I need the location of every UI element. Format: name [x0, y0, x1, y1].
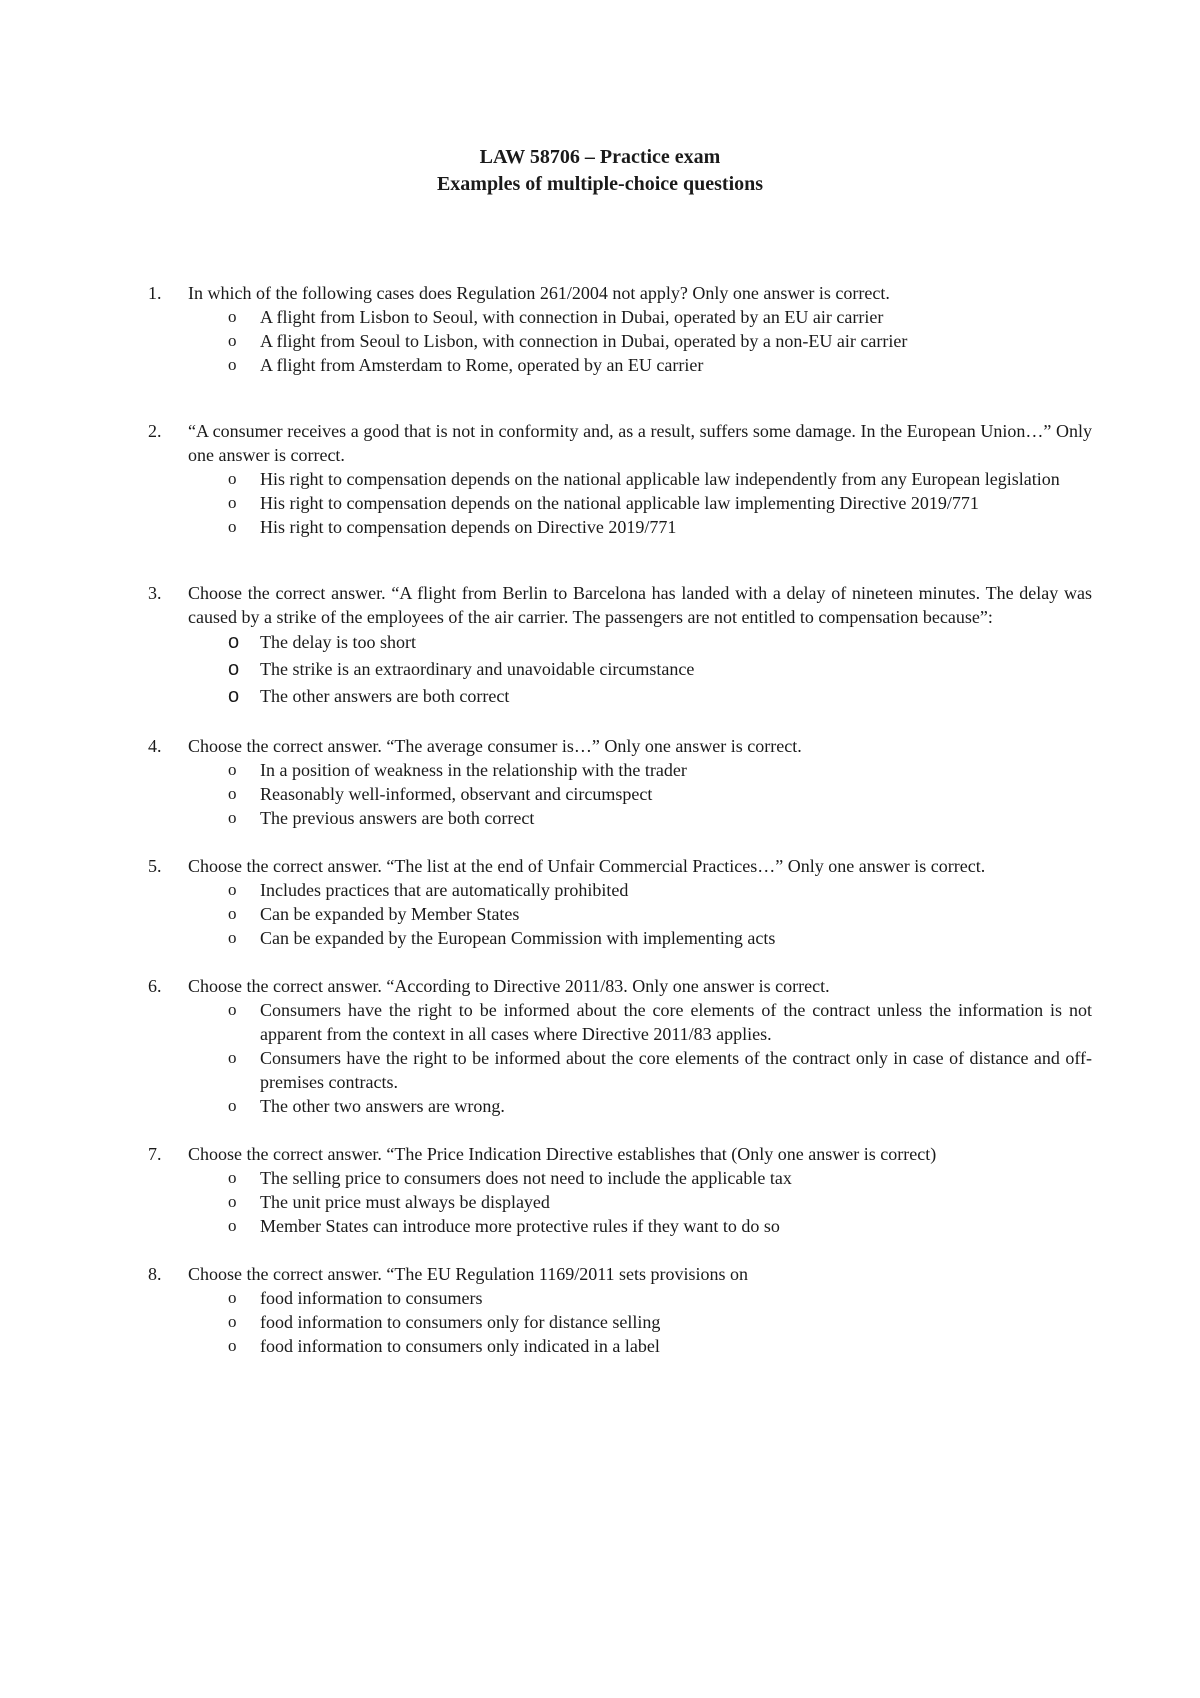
option-text: A flight from Amsterdam to Rome, operated by an EU carrier	[260, 355, 704, 375]
option-text: The selling price to consumers does not need to include the applicable tax	[260, 1168, 792, 1188]
option-item	[148, 656, 1092, 683]
option-item	[148, 1190, 1092, 1214]
question-6	[148, 974, 1092, 1118]
option-text: Can be expanded by Member States	[260, 904, 520, 924]
option-text: The previous answers are both correct	[260, 808, 535, 828]
option-bullet: o	[228, 331, 237, 350]
option-text: Can be expanded by the European Commission with implementing acts	[260, 928, 776, 948]
page-subtitle: Examples of multiple-choice questions	[436, 173, 764, 195]
question-number: 7.	[148, 1144, 162, 1164]
question-5	[148, 854, 1092, 950]
question-4	[148, 734, 1092, 830]
option-bullet: o	[228, 307, 237, 326]
option-item	[148, 1286, 1092, 1310]
option-item	[148, 515, 1092, 539]
option-list	[148, 998, 1092, 1118]
question-7	[148, 1142, 1092, 1238]
option-text: Reasonably well-informed, observant and circumspect	[260, 784, 653, 804]
option-text: The strike is an extraordinary and unavoidable circumstance	[260, 659, 695, 679]
option-bullet: o	[228, 1336, 237, 1355]
option-text: A flight from Lisbon to Seoul, with connection in Dubai, operated by an EU air carrier	[260, 307, 884, 327]
option-text: Member States can introduce more protective rules if they want to do so	[260, 1216, 780, 1236]
question-3	[148, 581, 1092, 710]
option-bullet: o	[228, 517, 237, 536]
option-text: His right to compensation depends on Directive 2019/771	[260, 517, 677, 537]
option-text: The other answers are both correct	[260, 686, 510, 706]
question-number: 4.	[148, 736, 162, 756]
question-text: In which of the following cases does Regulation 261/2004 not apply? Only one answer is correct.	[188, 283, 890, 303]
question-number: 5.	[148, 856, 162, 876]
question-text: Choose the correct answer. “According to Directive 2011/83. Only one answer is correct.	[188, 976, 830, 996]
question-text: Choose the correct answer. “The Price Indication Directive establishes that (Only one answer is correct)	[188, 1144, 937, 1164]
option-bullet: o	[228, 493, 237, 512]
option-text: food information to consumers	[260, 1288, 483, 1308]
question-number: 6.	[148, 976, 162, 996]
option-item	[148, 305, 1092, 329]
option-item	[148, 1166, 1092, 1190]
question-text: Choose the correct answer. “The average consumer is…” Only one answer is correct.	[188, 736, 802, 756]
option-bullet: o	[228, 1288, 237, 1307]
option-text: Includes practices that are automatically prohibited	[260, 880, 629, 900]
option-bullet: o	[228, 1168, 237, 1187]
option-bullet: o	[228, 1216, 237, 1235]
option-item	[148, 329, 1092, 353]
question-2	[148, 419, 1092, 539]
option-bullet: o	[228, 658, 240, 680]
option-list	[148, 1166, 1092, 1238]
option-item	[148, 806, 1092, 830]
option-item	[148, 1310, 1092, 1334]
question-number: 3.	[148, 583, 162, 603]
option-bullet: o	[228, 1048, 237, 1067]
option-bullet: o	[228, 784, 237, 803]
document-header	[0, 144, 1200, 198]
option-item	[148, 1094, 1092, 1118]
option-item	[148, 782, 1092, 806]
option-item	[148, 467, 1092, 491]
option-bullet: o	[228, 685, 240, 707]
question-1	[148, 281, 1092, 377]
option-bullet: o	[228, 631, 240, 653]
option-item	[148, 926, 1092, 950]
option-list	[148, 878, 1092, 950]
option-bullet: o	[228, 808, 237, 827]
option-item	[148, 491, 1092, 515]
question-text: “A consumer receives a good that is not in conformity and, as a result, suffers some damage. In the European Union…” Only one answer is correct.	[188, 421, 1092, 465]
option-text: His right to compensation depends on the national applicable law implementing Directive 2019/771	[260, 493, 979, 513]
option-text: food information to consumers only indicated in a label	[260, 1336, 660, 1356]
question-number: 8.	[148, 1264, 162, 1284]
option-bullet: o	[228, 355, 237, 374]
option-item	[148, 758, 1092, 782]
option-item	[148, 353, 1092, 377]
option-item	[148, 629, 1092, 656]
question-list	[148, 281, 1092, 1358]
page-title: LAW 58706 – Practice exam	[479, 146, 721, 168]
option-bullet: o	[228, 1000, 237, 1019]
option-item	[148, 1046, 1092, 1094]
option-bullet: o	[228, 469, 237, 488]
option-bullet: o	[228, 1312, 237, 1331]
option-bullet: o	[228, 880, 237, 899]
option-bullet: o	[228, 928, 237, 947]
option-text: A flight from Seoul to Lisbon, with connection in Dubai, operated by a non-EU air carrier	[260, 331, 908, 351]
question-number: 1.	[148, 283, 162, 303]
option-text: Consumers have the right to be informed about the core elements of the contract only in case of distance and off-premises contracts.	[260, 1048, 1092, 1092]
option-list	[148, 305, 1092, 377]
option-text: His right to compensation depends on the national applicable law independently from any European legislation	[260, 469, 1060, 489]
option-text: food information to consumers only for distance selling	[260, 1312, 661, 1332]
option-text: The unit price must always be displayed	[260, 1192, 550, 1212]
question-text: Choose the correct answer. “The EU Regulation 1169/2011 sets provisions on	[188, 1264, 749, 1284]
option-list	[148, 1286, 1092, 1358]
option-item	[148, 878, 1092, 902]
option-list	[148, 467, 1092, 539]
question-8	[148, 1262, 1092, 1358]
option-item	[148, 1214, 1092, 1238]
option-text: Consumers have the right to be informed about the core elements of the contract unless the information is not apparent from the context in all cases where Directive 2011/83 applies.	[260, 1000, 1092, 1044]
option-item	[148, 902, 1092, 926]
option-text: The delay is too short	[260, 632, 416, 652]
question-number: 2.	[148, 421, 162, 441]
option-item	[148, 998, 1092, 1046]
option-text: In a position of weakness in the relationship with the trader	[260, 760, 687, 780]
option-item	[148, 1334, 1092, 1358]
option-text: The other two answers are wrong.	[260, 1096, 505, 1116]
option-bullet: o	[228, 1192, 237, 1211]
option-list	[148, 758, 1092, 830]
question-text: Choose the correct answer. “The list at the end of Unfair Commercial Practices…” Only one answer is correct.	[188, 856, 986, 876]
option-item	[148, 683, 1092, 710]
question-text: Choose the correct answer. “A flight from Berlin to Barcelona has landed with a delay of nineteen minutes. The delay was caused by a strike of the employees of the air carrier. The passengers are not entitled to compensation because”:	[188, 583, 1092, 627]
option-bullet: o	[228, 760, 237, 779]
option-bullet: o	[228, 904, 237, 923]
option-list	[148, 629, 1092, 710]
option-bullet: o	[228, 1096, 237, 1115]
